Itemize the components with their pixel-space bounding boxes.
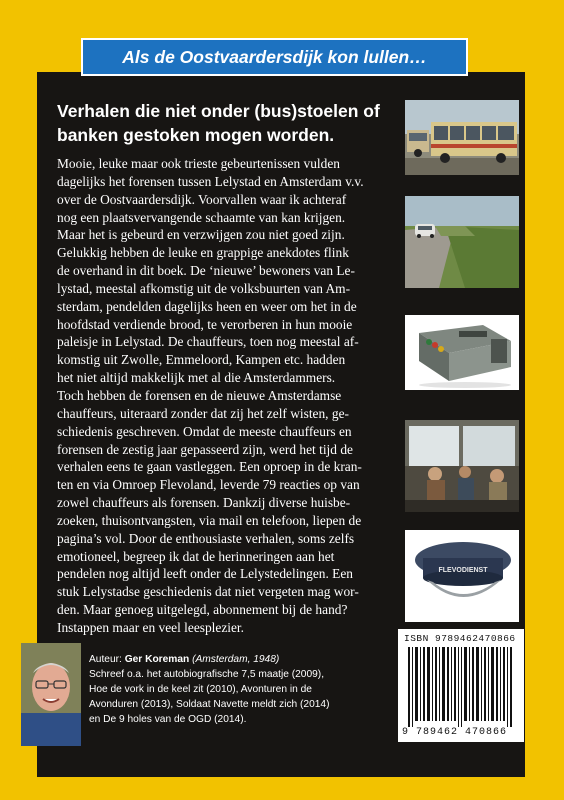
bus-photo	[405, 100, 519, 175]
blurb-line: forensen de zestig jaar gepasseerd zijn, werd het tijd de	[57, 441, 353, 457]
blurb-line: over de Oostvaardersdijk. Voorvallen waar ik achteraf	[57, 191, 347, 207]
blurb-line: ten en via Omroep Flevoland, leverde 79 reacties op van	[57, 477, 360, 493]
blurb-line: hoofdstad verdiende brood, te verorberen in hun mooie	[57, 316, 353, 332]
bio-line: Avonduren (2013), Soldaat Navette meldt zich (2014)	[89, 699, 330, 710]
blurb-line: komstig uit Zwolle, Emmeloord, Kampen etc. hadden	[57, 352, 346, 368]
blurb-line: chauffeurs, uiteraard zonder dat zij het zelf wisten, ge-	[57, 405, 349, 421]
isbn-barcode-box	[398, 629, 524, 742]
blurb-line: Gelukkig hebben de leuke en grappige anekdotes flink	[57, 245, 349, 261]
blurb-line: pendelen nog altijd leeft onder de Lelystedelingen. Een	[57, 566, 353, 582]
dike-road-photo	[405, 196, 519, 288]
title-banner	[81, 38, 468, 76]
driver-cap-photo	[405, 530, 519, 622]
blurb-line: Mooie, leuke maar ook trieste gebeurtenissen vulden	[57, 156, 340, 171]
blurb-line: zowel chauffeurs als forensen. Dankzij diverse huisbe-	[57, 495, 351, 511]
series-title: Als de Oostvaardersdijk kon lullen…	[122, 46, 427, 67]
blurb-line: emotioneel, begreep ik dat de herinneringen aan het	[57, 548, 335, 564]
blurb-line: verhalen eens te gaan vastleggen. Een oproep in de kran-	[57, 459, 362, 475]
cap-label: FLEVODIENST	[438, 567, 488, 574]
blurb-line: zoeken, thuisontvangsten, via mail en telefoon, liepen de	[57, 512, 362, 528]
blurb-line: de overhand in dit boek. De ‘nieuwe’ bewoners van Le-	[57, 263, 355, 279]
blurb-line: paleisje in Lelystad. De chauffeurs, toen nog meestal af-	[57, 334, 359, 350]
bio-line: en De 9 holes van de OGD (2014).	[89, 714, 247, 725]
blurb-line: Instappen maar en veel leesplezier.	[57, 619, 245, 635]
author-label: Auteur:	[89, 654, 122, 665]
blurb-line: nog een plaatsvervangende schaamte van kan krijgen.	[57, 209, 346, 225]
bus-interior-photo	[405, 420, 519, 512]
author-line	[89, 652, 389, 667]
heading-line: Verhalen die niet onder (bus)stoelen of	[57, 101, 380, 121]
author-name: Ger Koreman	[124, 654, 190, 665]
blurb-line: het niet altijd makkelijk met al die Amsterdammers.	[57, 370, 336, 386]
blurb-text	[57, 155, 397, 637]
blurb-line: stuk Lelystadse geschiedenis dat niet vergeten mag wor-	[57, 584, 359, 600]
author-bio	[89, 652, 389, 727]
blurb-line: den. Maar genoeg uitgelegd, abonnement bij de hand?	[57, 602, 348, 618]
blurb-line: sterdam, pendelden dagelijks heen en weer om het in de	[57, 298, 357, 314]
blurb-line: Toch hebben de forensen en de nieuwe Amsterdamse	[57, 387, 342, 403]
blurb-line: schiedenis geschreven. Omdat de meeste chauffeurs en	[57, 423, 352, 439]
ticket-machine-photo	[405, 315, 519, 390]
blurb-heading	[57, 99, 397, 147]
author-origin: (Amsterdam, 1948)	[192, 654, 280, 665]
author-photo	[21, 643, 81, 746]
blurb-line: Maar het is gebeurd en verzwijgen zou niet goed zijn.	[57, 227, 345, 243]
bio-line: Schreef o.a. het autobiografische 7,5 maatje (2009),	[89, 669, 325, 680]
barcode	[408, 647, 514, 727]
heading-line: banken gestoken mogen worden.	[57, 125, 335, 145]
blurb-line: dagelijks het forensen tussen Lelystad en Amsterdam v.v.	[57, 173, 364, 189]
blurb-line: lystad, meestal afkomstig uit de volksbuurten van Am-	[57, 280, 351, 296]
isbn-label: ISBN 9789462470866	[404, 633, 516, 644]
bio-line: Hoe de vork in de keel zit (2010), Avonturen in de	[89, 684, 312, 695]
blurb-line: pagina’s vol. Door de enthousiaste verhalen, soms zelfs	[57, 530, 355, 546]
barcode-digits: 9 789462 470866	[402, 727, 508, 738]
